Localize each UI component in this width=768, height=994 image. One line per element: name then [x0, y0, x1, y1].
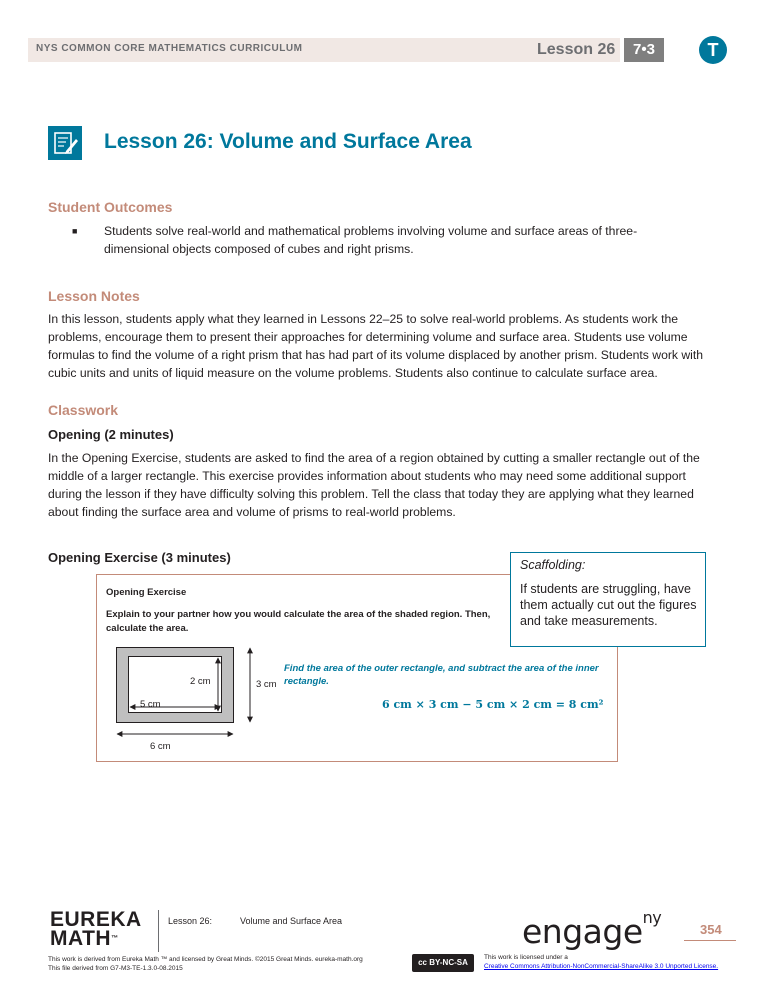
footer-lesson: Lesson 26:	[168, 916, 213, 926]
bullet-square-icon: ■	[72, 226, 78, 236]
license-line1: This work is licensed under a	[484, 954, 568, 961]
inner-width-label: 5 cm	[140, 699, 161, 710]
student-outcome-item: Students solve real-world and mathematical problems involving volume and surface areas of three-dimensional objects composed of cubes and right prisms.	[104, 224, 638, 256]
footer-derived-line1: This work is derived from Eureka Math ™ and licensed by Great Minds. ©2015 Great Minds. eureka-math.org	[48, 956, 363, 963]
engage-sup: ny	[642, 908, 662, 927]
answer-equation: 6 cm × 3 cm − 5 cm × 2 cm = 8 cm²	[382, 698, 604, 711]
lesson-notes-heading: Lesson Notes	[48, 288, 140, 304]
eureka-math-logo	[50, 910, 142, 948]
classwork-heading: Classwork	[48, 402, 119, 418]
license-notice	[484, 953, 718, 971]
student-outcomes-heading: Student Outcomes	[48, 199, 173, 215]
exercise-title: Opening Exercise	[106, 587, 187, 598]
eureka-logo-line1: EUREKA	[50, 908, 142, 931]
footer-topic: Volume and Surface Area	[240, 916, 343, 926]
opening-heading: Opening (2 minutes)	[48, 427, 174, 442]
opening-exercise-heading: Opening Exercise (3 minutes)	[48, 550, 231, 565]
footer-derived-notice	[48, 955, 363, 973]
opening-text: In the Opening Exercise, students are asked to find the area of a region obtained by cutting a smaller rectangle out of the middle of a larger rectangle. This exercise provides information about students who may need some additional support during the lesson if they have difficulty solving this problem. Tell the class that today they are applying what they learned about finding the surface area and volume of prisms to real-world problems.	[48, 451, 700, 519]
outer-width-label: 6 cm	[150, 741, 171, 752]
footer-derived-line2: This file derived from G7-M3-TE-1.3.0-08.2015	[48, 965, 183, 972]
answer-text: Find the area of the outer rectangle, and subtract the area of the inner rectangle.	[284, 663, 599, 687]
engageny-logo	[522, 908, 662, 951]
footer-divider	[158, 910, 159, 952]
page-title: Lesson 26: Volume and Surface Area	[104, 130, 472, 153]
page-number-rule	[684, 940, 736, 941]
engage-word: engage	[522, 912, 643, 951]
header-lesson-label: Lesson 26	[537, 41, 616, 58]
license-link[interactable]: Creative Commons Attribution-NonCommercial-ShareAlike 3.0 Unported License.	[484, 963, 719, 970]
inner-height-label: 2 cm	[190, 676, 211, 687]
curriculum-label: NYS COMMON CORE MATHEMATICS CURRICULUM	[36, 43, 303, 54]
teacher-badge: T	[699, 36, 727, 64]
module-badge: 7•3	[624, 38, 664, 62]
page-number: 354	[700, 922, 722, 937]
outer-height-label: 3 cm	[256, 679, 277, 690]
lesson-notes-text: In this lesson, students apply what they learned in Lessons 22–25 to solve real-world problems. As students work the problems, encourage them to present their approaches for determining volume and surface area. Students use volume formulas to find the volume of a right prism that has had part of its volume displaced by another prism. Students work with cubic units and units of liquid measure on the volume problems. Students also continue to calculate surface area.	[48, 312, 704, 380]
eureka-logo-line2: MATH	[50, 927, 112, 950]
cc-license-badge: cc BY-NC-SA	[412, 954, 474, 972]
scaffolding-text: If students are struggling, have them actually cut out the figures and take measurements.	[520, 582, 697, 628]
exercise-question: Explain to your partner how you would calculate the area of the shaded region. Then, calculate the area.	[106, 609, 491, 634]
eureka-logo-tm: ™	[111, 935, 119, 942]
scaffolding-title: Scaffolding:	[520, 558, 586, 572]
